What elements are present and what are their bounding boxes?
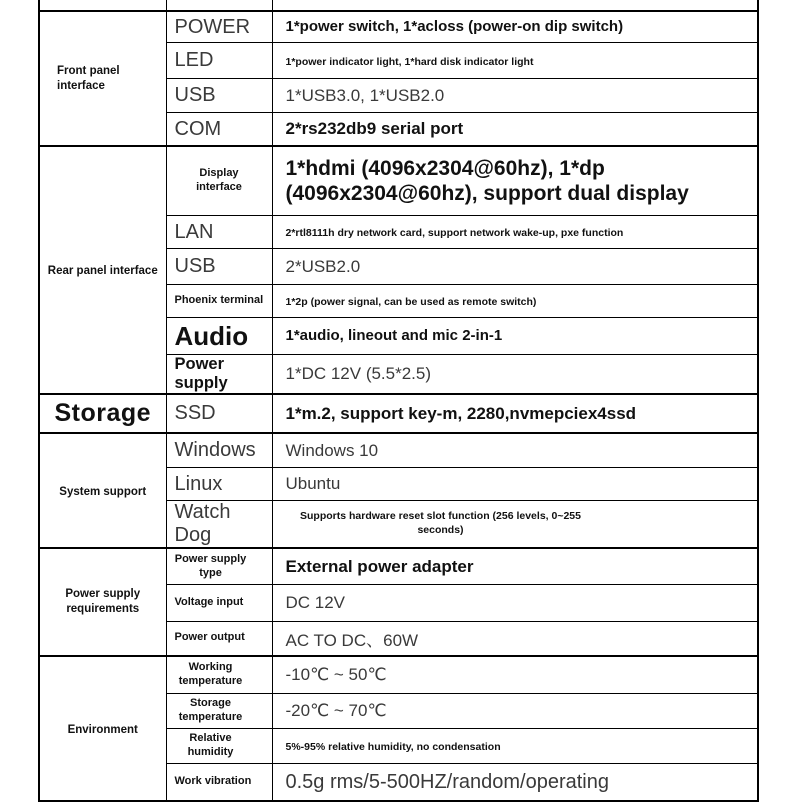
value-power-type: External power adapter bbox=[285, 556, 474, 576]
item-label-lan: LAN bbox=[174, 220, 214, 243]
group-cell-storage bbox=[39, 394, 166, 433]
value-cell-storage-temp bbox=[272, 694, 758, 729]
item-label-power-supply: Power supply bbox=[174, 355, 228, 392]
value-cell-usb-front bbox=[272, 79, 758, 113]
table-row bbox=[39, 146, 758, 216]
value-cell-audio bbox=[272, 318, 758, 355]
item-cell-power bbox=[166, 11, 272, 43]
item-cell-audio bbox=[166, 318, 272, 355]
value-cell-lan bbox=[272, 216, 758, 249]
item-label-working-temp: Working temperature bbox=[178, 661, 243, 687]
spec-sheet bbox=[38, 0, 759, 802]
item-label-usb-rear: USB bbox=[174, 255, 216, 277]
item-label-display: Display interface bbox=[196, 167, 242, 193]
value-lan: 2*rtl8111h dry network card, support network wake-up, pxe function bbox=[285, 227, 624, 239]
value-com: 2*rs232db9 serial port bbox=[285, 119, 464, 138]
item-cell-linux bbox=[166, 468, 272, 501]
item-cell-working-temp bbox=[166, 656, 272, 694]
value-power-output: AC TO DC、60W bbox=[285, 631, 419, 650]
item-label-voltage-input: Voltage input bbox=[174, 595, 244, 608]
item-cell-windows bbox=[166, 433, 272, 468]
item-label-windows: Windows bbox=[174, 439, 256, 461]
value-cell-vibration bbox=[272, 764, 758, 802]
table-row bbox=[39, 11, 758, 43]
value-cell-display bbox=[272, 146, 758, 216]
value-linux: Ubuntu bbox=[285, 474, 341, 493]
item-label-vibration: Work vibration bbox=[174, 774, 252, 787]
group-cell-rear-panel bbox=[39, 146, 166, 394]
item-cell-display bbox=[166, 146, 272, 216]
group-label-storage: Storage bbox=[54, 398, 152, 427]
value-cell-usb-rear bbox=[272, 249, 758, 285]
group-label-power-requirements: Power supply requirements bbox=[65, 588, 141, 615]
value-cell-phoenix bbox=[272, 285, 758, 318]
item-label-power-type: Power supply type bbox=[174, 552, 247, 579]
item-cell-usb-front bbox=[166, 79, 272, 113]
value-cell-ssd bbox=[272, 394, 758, 433]
item-label-power: POWER bbox=[174, 15, 251, 38]
value-windows: Windows 10 bbox=[285, 440, 379, 460]
value-cell-power bbox=[272, 11, 758, 43]
item-label-power-output: Power output bbox=[174, 631, 245, 644]
value-cell-led bbox=[272, 43, 758, 79]
value-vibration: 0.5g rms/5-500HZ/random/operating bbox=[285, 770, 609, 793]
item-cell-vibration bbox=[166, 764, 272, 802]
value-power: 1*power switch, 1*acloss (power-on dip switch) bbox=[285, 18, 624, 35]
item-cell-voltage-input bbox=[166, 585, 272, 622]
value-usb-front: 1*USB3.0, 1*USB2.0 bbox=[285, 85, 445, 105]
item-cell-watchdog bbox=[166, 501, 272, 549]
value-cell-voltage-input bbox=[272, 585, 758, 622]
group-cell-front-panel bbox=[39, 11, 166, 146]
group-cell-system-support bbox=[39, 433, 166, 548]
cutoff-cell-group bbox=[39, 0, 166, 11]
item-label-audio: Audio bbox=[174, 320, 249, 351]
value-power-supply: 1*DC 12V (5.5*2.5) bbox=[285, 364, 432, 383]
item-label-linux: Linux bbox=[174, 472, 223, 495]
item-cell-led bbox=[166, 43, 272, 79]
group-label-environment: Environment bbox=[67, 723, 138, 736]
item-cell-usb-rear bbox=[166, 249, 272, 285]
group-cell-environment bbox=[39, 656, 166, 801]
value-cell-windows bbox=[272, 433, 758, 468]
table-row bbox=[39, 548, 758, 585]
spec-table bbox=[38, 0, 759, 802]
value-led: 1*power indicator light, 1*hard disk indicator light bbox=[285, 55, 534, 68]
cutoff-cell-item bbox=[166, 0, 272, 11]
value-cell-power-type bbox=[272, 548, 758, 585]
item-cell-power-supply bbox=[166, 355, 272, 395]
item-label-ssd: SSD bbox=[174, 402, 216, 424]
value-cell-com bbox=[272, 113, 758, 147]
item-cell-com bbox=[166, 113, 272, 147]
value-storage-temp: -20℃ ~ 70℃ bbox=[285, 701, 387, 720]
item-label-phoenix: Phoenix terminal bbox=[174, 293, 264, 306]
item-label-usb-front: USB bbox=[174, 84, 216, 106]
group-label-front-panel: Front panel interface bbox=[57, 65, 120, 92]
item-cell-power-type bbox=[166, 548, 272, 585]
item-label-com: COM bbox=[174, 117, 222, 140]
value-audio: 1*audio, lineout and mic 2-in-1 bbox=[285, 327, 503, 344]
value-cell-linux bbox=[272, 468, 758, 501]
value-display: 1*hdmi (4096x2304@60hz), 1*dp (4096x2304@60hz), support dual display bbox=[285, 156, 689, 205]
cutoff-cell-value bbox=[272, 0, 758, 11]
value-cell-power-output bbox=[272, 622, 758, 657]
value-cell-humidity bbox=[272, 729, 758, 764]
item-cell-humidity bbox=[166, 729, 272, 764]
table-row bbox=[39, 394, 758, 433]
group-label-rear-panel: Rear panel interface bbox=[47, 265, 158, 277]
item-cell-ssd bbox=[166, 394, 272, 433]
item-cell-power-output bbox=[166, 622, 272, 657]
item-cell-lan bbox=[166, 216, 272, 249]
group-cell-power-requirements bbox=[39, 548, 166, 656]
value-cell-working-temp bbox=[272, 656, 758, 694]
value-cell-power-supply bbox=[272, 355, 758, 395]
value-watchdog: Supports hardware reset slot function (256 levels, 0~255 seconds) bbox=[300, 510, 581, 536]
item-label-humidity: Relative humidity bbox=[187, 732, 234, 758]
cutoff-row bbox=[39, 0, 758, 11]
item-cell-storage-temp bbox=[166, 694, 272, 729]
value-cell-watchdog bbox=[272, 501, 758, 549]
item-label-watchdog: Watch Dog bbox=[174, 501, 231, 546]
value-voltage-input: DC 12V bbox=[285, 593, 346, 612]
value-ssd: 1*m.2, support key-m, 2280,nvmepciex4ssd bbox=[285, 403, 637, 423]
value-working-temp: -10℃ ~ 50℃ bbox=[285, 665, 387, 684]
table-row bbox=[39, 656, 758, 694]
value-humidity: 5%-95% relative humidity, no condensation bbox=[285, 741, 501, 753]
item-label-storage-temp: Storage temperature bbox=[178, 697, 243, 723]
table-row bbox=[39, 433, 758, 468]
item-label-led: LED bbox=[174, 49, 214, 71]
item-cell-phoenix bbox=[166, 285, 272, 318]
value-usb-rear: 2*USB2.0 bbox=[285, 256, 361, 276]
value-phoenix: 1*2p (power signal, can be used as remote switch) bbox=[285, 296, 537, 308]
group-label-system-support: System support bbox=[59, 485, 147, 498]
